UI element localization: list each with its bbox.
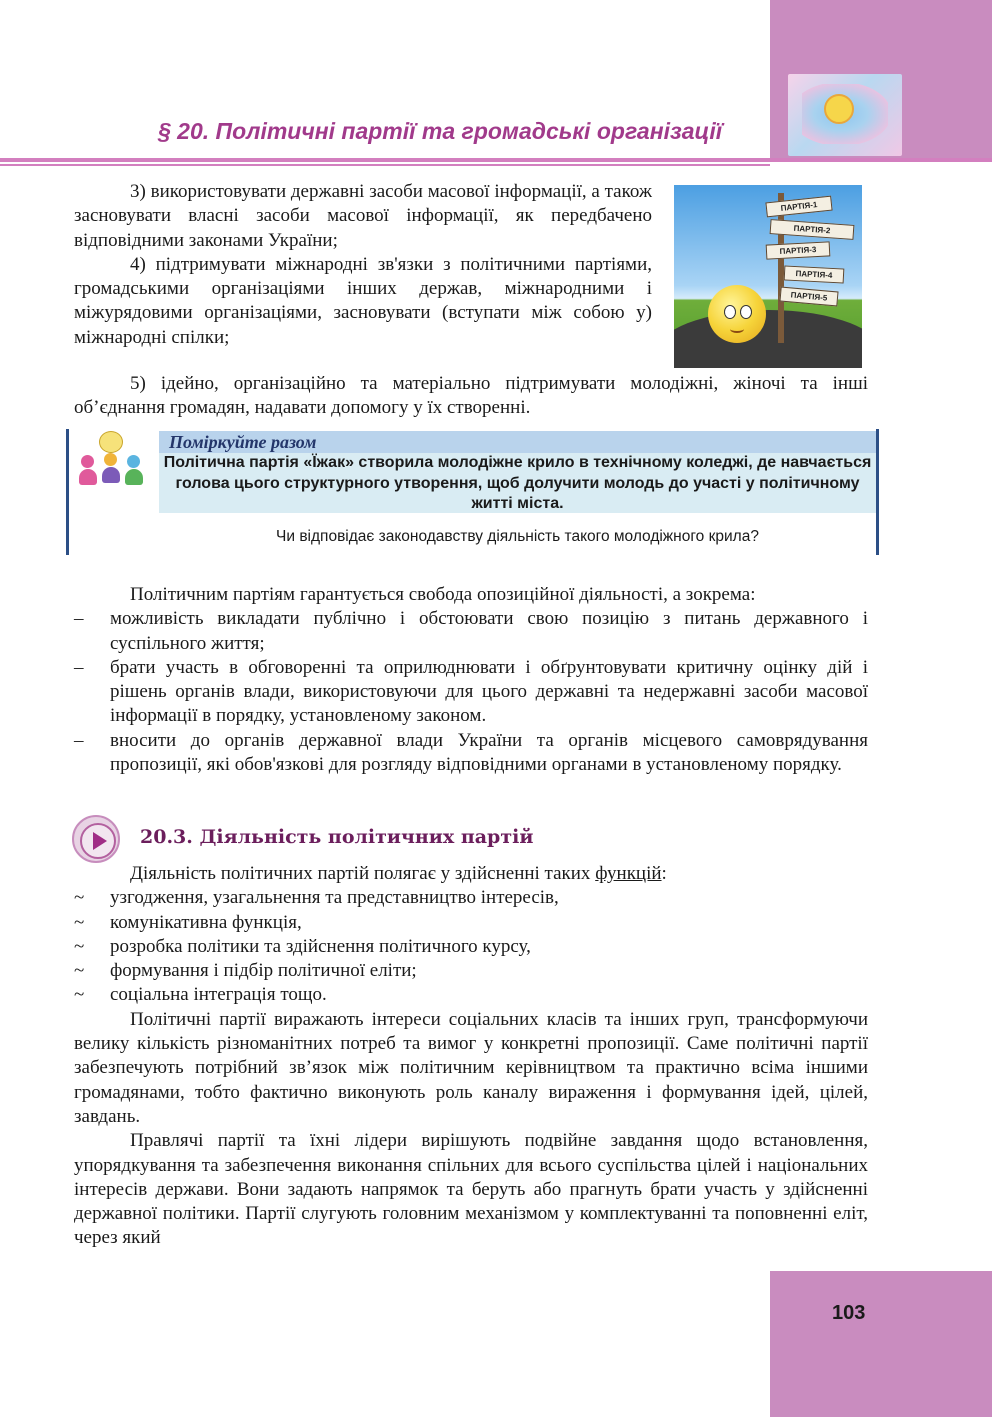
opposition-list bbox=[74, 607, 868, 777]
list-item-text: можливість викладати публічно і обстоювати свою позицію з питань державного і суспільного життя; bbox=[110, 608, 868, 654]
person-head bbox=[127, 455, 140, 468]
play-icon-inner bbox=[80, 823, 116, 859]
person-body bbox=[102, 467, 120, 483]
think-box-header bbox=[159, 431, 876, 453]
list-item bbox=[74, 911, 868, 935]
person-head bbox=[104, 453, 117, 466]
think-box-title: Поміркуйте разом bbox=[169, 432, 317, 452]
group-discussion-icon bbox=[79, 431, 143, 489]
person-body bbox=[125, 469, 143, 485]
road-shape bbox=[674, 310, 862, 368]
list-item bbox=[74, 656, 868, 729]
list-item-text: комунікативна функція, bbox=[110, 911, 302, 933]
list-item bbox=[74, 729, 868, 778]
rights-list-bottom bbox=[74, 372, 868, 421]
list-item-text: соціальна інтеграція тощо. bbox=[110, 984, 327, 1006]
page-number: 103 bbox=[832, 1302, 866, 1324]
list-item-text: брати участь в обговоренні та оприлюднювати і обґрунтовувати критичну оцінку дій і рішень органів влади, використовуючи для цього державні та недержавні засоби масової інформації в порядку, установленому законом. bbox=[110, 656, 868, 727]
person-head bbox=[81, 455, 94, 468]
list-item bbox=[74, 983, 868, 1007]
dash-marker: – bbox=[74, 656, 84, 678]
header-rule bbox=[0, 158, 992, 162]
header-rule-thin bbox=[0, 164, 770, 166]
functions-term: функцій bbox=[595, 863, 662, 884]
tilde-marker: ~ bbox=[74, 887, 85, 909]
tilde-marker: ~ bbox=[74, 911, 85, 933]
list-item bbox=[74, 886, 868, 910]
signpost-board: ПАРТІЯ-5 bbox=[779, 287, 838, 307]
person-body bbox=[79, 469, 97, 485]
page-header-title: § 20. Політичні партії та громадські організації bbox=[158, 118, 723, 144]
think-box-question: Чи відповідає законодавству діяльність такого молодіжного крила? bbox=[276, 528, 759, 545]
section-body bbox=[74, 862, 868, 1251]
rights-item-5: 5) ідейно, організаційно та матеріально підтримувати молодіжні, жіночі та інші об’єднання громадян, надавати допомогу у їх створенні. bbox=[74, 373, 868, 419]
opposition-intro: Політичним партіям гарантується свобода опозиційної діяльності, а зокрема: bbox=[130, 584, 756, 605]
list-item bbox=[74, 935, 868, 959]
rights-item-4: 4) підтримувати міжнародні зв'язки з політичними партіями, громадськими організаціями інших держав, міжнародними і міжурядовими організаціями, засновувати (вступати між собою у) міжнародні спілки; bbox=[74, 253, 652, 348]
functions-list bbox=[74, 886, 868, 1007]
think-together-box bbox=[66, 429, 879, 555]
paragraph: Політичні партії виражають інтереси соціальних класів та інших груп, трансформуючи велику кількість різноманітних потреб та вимог у конкретні пропозиції. Саме політичні партії забезпечують потрібний зв’язок між політичним керівництвом та практично всіма іншими громадянами, тобто фактично виконують роль каналу вираження і формування ідей, цілей, завдань. bbox=[74, 1008, 868, 1127]
smiley-eye bbox=[740, 305, 752, 319]
functions-intro bbox=[74, 862, 868, 886]
smiley-eye bbox=[724, 305, 736, 319]
play-triangle bbox=[93, 832, 107, 850]
tilde-marker: ~ bbox=[74, 935, 85, 957]
footer-corner-block bbox=[770, 1271, 992, 1417]
rights-list-top bbox=[74, 180, 652, 350]
intro-colon: : bbox=[661, 863, 667, 884]
ukraine-map-image bbox=[788, 74, 902, 156]
list-item-text: формування і підбір політичної еліти; bbox=[110, 960, 417, 982]
sun-icon bbox=[824, 94, 854, 124]
list-item-text: вносити до органів державної влади України та органів місцевого самоврядування пропозиції, які обов'язкові для розгляду відповідними органами в установленому порядку. bbox=[110, 729, 868, 776]
party-signpost-illustration bbox=[674, 185, 862, 368]
lightbulb-icon bbox=[99, 431, 123, 453]
paragraph: Правлячі партії та їхні лідери вирішують подвійне завдання щодо встановлення, упорядкування та забезпечення виконання спільних для всього суспільства цілей і національних інтересів держави. Вони задають напрямок та беруть або прагнуть брати участь у здійсненні державної політики. Партії слугують головним механізмом у комплектуванні та поповненні еліт, через який bbox=[74, 1130, 868, 1249]
signpost-board: ПАРТІЯ-4 bbox=[784, 265, 845, 283]
list-item-text: розробка політики та здійснення політичного курсу, bbox=[110, 935, 531, 957]
smiley-mouth bbox=[730, 325, 744, 333]
think-box-text: Політична партія «Їжак» створила молодіжне крило в технічному коледжі, де навчається голова цього структурного утворення, щоб долучити молодь до участі у політичному житті міста. bbox=[159, 453, 876, 513]
opposition-section bbox=[74, 583, 868, 777]
smiley-face-icon bbox=[708, 285, 766, 343]
list-item-text: узгодження, узагальнення та представництво інтересів, bbox=[110, 887, 559, 909]
list-item bbox=[74, 607, 868, 656]
play-icon[interactable] bbox=[72, 815, 120, 863]
signpost-board: ПАРТІЯ-2 bbox=[770, 219, 855, 240]
tilde-marker: ~ bbox=[74, 984, 85, 1006]
section-heading: 20.3. Діяльність політичних партій bbox=[140, 826, 534, 848]
tilde-marker: ~ bbox=[74, 960, 85, 982]
rights-item-3: 3) використовувати державні засоби масової інформації, а також засновувати власні засоби масової інформації, як передбачено відповідними законами України; bbox=[74, 181, 652, 251]
intro-text: Діяльність політичних партій полягає у здійсненні таких bbox=[130, 863, 596, 884]
list-item bbox=[74, 959, 868, 983]
dash-marker: – bbox=[74, 608, 84, 630]
signpost-board: ПАРТІЯ-1 bbox=[765, 196, 832, 218]
signpost-board: ПАРТІЯ-3 bbox=[766, 241, 831, 259]
dash-marker: – bbox=[74, 729, 84, 751]
